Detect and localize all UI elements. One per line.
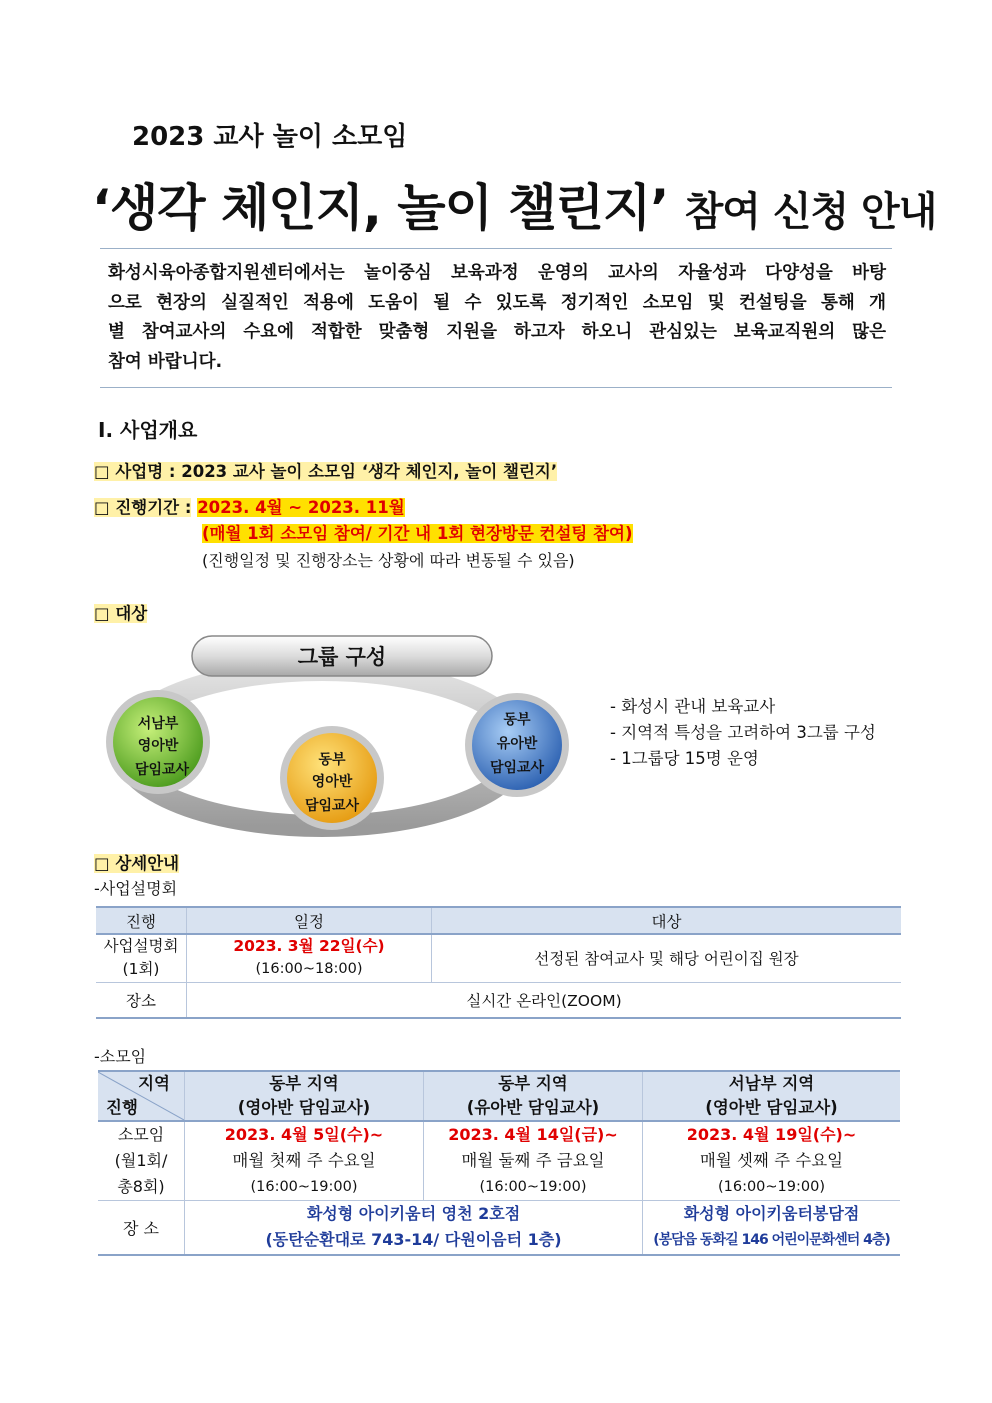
intro-line: 으로 현장의 실질적인 적용에 도움이 될 수 있도록 정기적인 소모임 및 컨설팅을 통해 개 xyxy=(108,292,886,313)
place-label: 장 소 xyxy=(98,1201,185,1255)
start-date: 2023. 4월 5일(수)~ xyxy=(224,1125,384,1144)
title-main: ‘생각 체인지, 놀이 챌린지’ xyxy=(92,179,669,237)
row-label: 사업설명회 xyxy=(103,937,179,956)
corner-cell xyxy=(98,1071,185,1121)
project-name: □ 사업명 : 2023 교사 놀이 소모임 ‘생각 체인지, 놀이 챌린지’ xyxy=(94,462,558,481)
detail-label-row xyxy=(94,850,179,874)
start-date: 2023. 4월 19일(수)~ xyxy=(686,1125,857,1144)
group-diagram-svg xyxy=(100,630,520,840)
schedule-cell xyxy=(643,1121,901,1201)
briefing-table xyxy=(96,906,901,1019)
cycle: 매월 둘째 주 금요일 xyxy=(461,1151,605,1170)
table-header-row xyxy=(96,907,901,934)
period-value: 2023. 4월 ~ 2023. 11월 xyxy=(197,498,405,517)
briefing-date: 2023. 3월 22일(수) xyxy=(233,937,385,956)
intro-box xyxy=(100,248,892,388)
detail-label: □ 상세안내 xyxy=(94,854,180,873)
place-label: 장소 xyxy=(96,982,187,1018)
corner-bottom: 진행 xyxy=(106,1098,138,1117)
briefing-place: 실시간 온라인(ZOOM) xyxy=(187,982,902,1018)
table-header-row xyxy=(98,1071,900,1121)
place-sw-name: 화성형 아이키움터봉담점 xyxy=(683,1204,860,1224)
group-east-child-line1: 동부 xyxy=(503,712,531,728)
cycle: 매월 셋째 주 수요일 xyxy=(699,1151,844,1170)
class-label: (영아반 담임교사) xyxy=(705,1098,838,1117)
header-cell: 진행 xyxy=(96,907,187,934)
intro-line: 참여 바랍니다. xyxy=(108,351,223,372)
table-row xyxy=(96,982,901,1018)
table-row xyxy=(96,934,901,982)
table-row xyxy=(98,1121,900,1201)
time: (16:00~19:00) xyxy=(717,1179,826,1195)
place-east-address: (동탄순환대로 743-14/ 다원이음터 1층) xyxy=(265,1230,562,1250)
group-east-child-line3: 담임교사 xyxy=(489,760,545,776)
cycle: 매월 첫째 주 수요일 xyxy=(232,1151,376,1170)
group-diagram xyxy=(100,630,545,840)
class-label: (영아반 담임교사) xyxy=(237,1098,371,1117)
row-label: 소모임 xyxy=(117,1125,165,1144)
region-label: 동부 지역 xyxy=(498,1074,568,1093)
target-list xyxy=(610,694,876,772)
group-blue-svg xyxy=(462,690,572,800)
group-southwest-line2: 영아반 xyxy=(137,738,179,754)
place-east-cell xyxy=(185,1201,643,1255)
period-notice: (진행일정 및 진행장소는 상황에 따라 변동될 수 있음) xyxy=(202,551,575,570)
class-label: (유아반 담임교사) xyxy=(466,1098,600,1117)
intro-line: 별 참여교사의 수요에 적합한 맞춤형 지원을 하고자 하오니 관심있는 보육교직원의 많은 xyxy=(108,322,886,342)
period-row xyxy=(94,494,405,518)
header-cell xyxy=(185,1071,424,1121)
table-row xyxy=(98,1201,900,1255)
corner-top: 지역 xyxy=(138,1074,170,1093)
period-label: □ 진행기간 : xyxy=(94,498,192,517)
header-cell xyxy=(424,1071,643,1121)
group-east-child-line2: 유아반 xyxy=(496,736,538,752)
row-label: (1회) xyxy=(122,960,160,979)
section-heading: Ⅰ. 사업개요 xyxy=(98,418,198,442)
group-east-infant-line2: 영아반 xyxy=(311,774,353,790)
target-item: - 화성시 관내 보육교사 xyxy=(610,697,776,716)
header-cell xyxy=(643,1071,901,1121)
project-name-row xyxy=(94,458,557,482)
intro-text xyxy=(108,259,886,377)
group-east-infant-line1: 동부 xyxy=(318,752,346,768)
row-label-cell xyxy=(98,1121,185,1201)
row-label: 총8회) xyxy=(117,1177,165,1196)
group-southwest-line3: 담임교사 xyxy=(134,762,190,778)
title-tail: 참여 신청 안내 xyxy=(684,189,937,235)
target-item: - 1그룹당 15명 운영 xyxy=(610,749,759,768)
region-label: 동부 지역 xyxy=(269,1074,339,1093)
region-label: 서남부 지역 xyxy=(728,1074,815,1093)
place-sw-cell xyxy=(643,1201,901,1255)
group-southwest-line1: 서남부 xyxy=(137,716,179,732)
period-note-row xyxy=(202,520,633,544)
target-label: □ 대상 xyxy=(94,604,148,623)
schedule-cell xyxy=(424,1121,643,1201)
diagram-title: 그룹 구성 xyxy=(297,645,387,669)
group-east-infant-line3: 담임교사 xyxy=(304,798,360,814)
target-label-row xyxy=(94,600,147,624)
meeting-table xyxy=(98,1070,900,1256)
date-cell xyxy=(187,934,432,982)
diagonal-line xyxy=(98,1072,184,1120)
row-label-cell xyxy=(96,934,187,982)
meeting-label: -소모임 xyxy=(94,1047,147,1066)
place-east-name: 화성형 아이키움터 영천 2호점 xyxy=(306,1204,521,1224)
briefing-target: 선정된 참여교사 및 해당 어린이집 원장 xyxy=(432,934,902,982)
header-cell: 대상 xyxy=(432,907,902,934)
header-cell: 일정 xyxy=(187,907,432,934)
target-item: - 지역적 특성을 고려하여 3그룹 구성 xyxy=(610,723,876,742)
time: (16:00~19:00) xyxy=(250,1179,358,1195)
schedule-cell xyxy=(185,1121,424,1201)
intro-line: 화성시육아종합지원센터에서는 놀이중심 보육과정 운영의 교사의 자율성과 다양성을 바탕 xyxy=(108,263,886,283)
briefing-time: (16:00~18:00) xyxy=(255,961,363,978)
place-sw-address: (봉담읍 동화길 146 어린이문화센터 4층) xyxy=(653,1232,890,1249)
subtitle: 2023 교사 놀이 소모임 xyxy=(132,122,408,152)
briefing-label: -사업설명회 xyxy=(94,879,178,898)
row-label: (월1회/ xyxy=(114,1151,168,1170)
time: (16:00~19:00) xyxy=(479,1179,587,1195)
page-title xyxy=(92,168,936,240)
start-date: 2023. 4월 14일(금)~ xyxy=(448,1125,618,1144)
period-note: (매월 1회 소모임 참여/ 기간 내 1회 현장방문 컨설팅 참여) xyxy=(202,524,633,543)
